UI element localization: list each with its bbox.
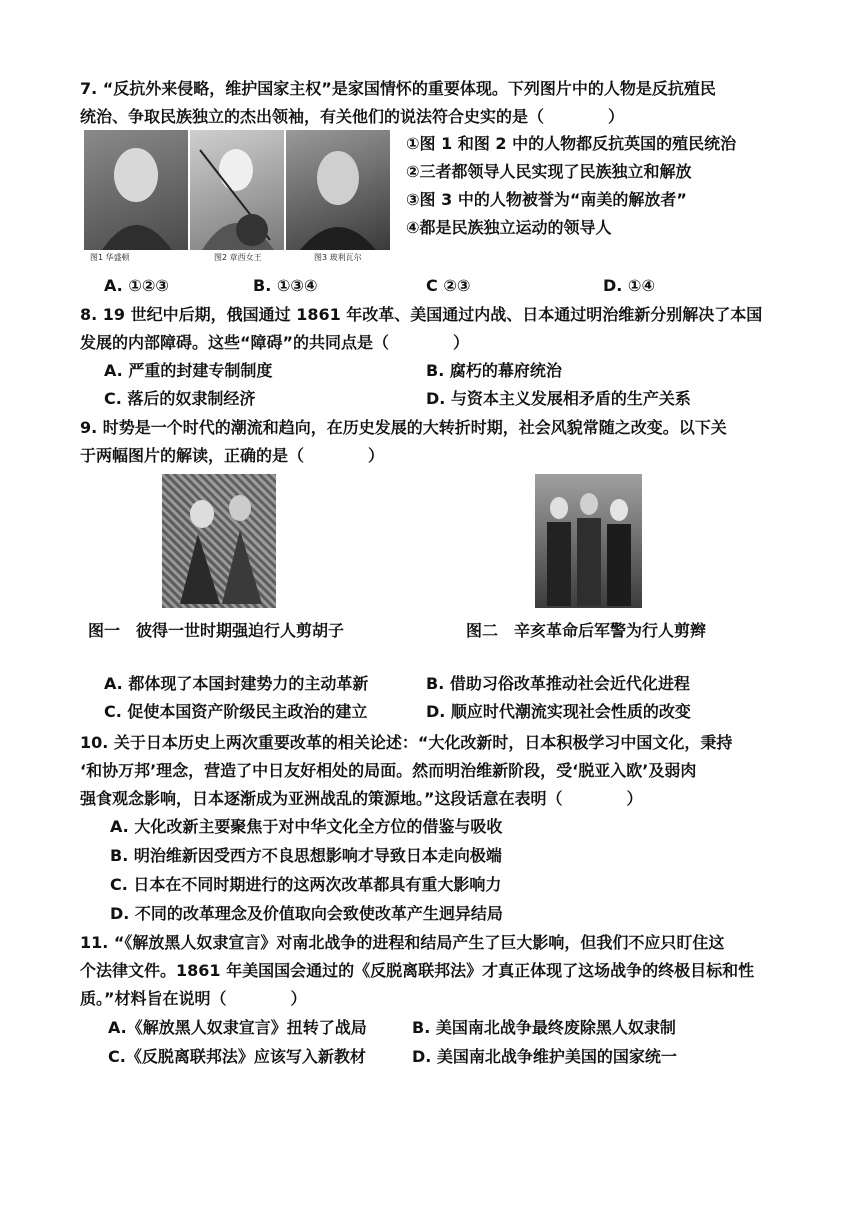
q9-figure1-beard-cutting [162,474,276,608]
q9-figure2-caption: 图二 辛亥革命后军警为行人剪辫 [466,621,707,640]
photo-figures-icon [535,474,642,608]
figure3-bolivar-portrait [286,130,390,250]
q11-option-b[interactable]: B. 美国南北战争最终废除黑人奴隶制 [412,1018,676,1037]
q11-option-a[interactable]: A.《解放黑人奴隶宣言》扭转了战局 [108,1018,367,1037]
q9-figure1-caption: 图一 彼得一世时期强迫行人剪胡子 [88,621,345,640]
q7-option-c[interactable]: C ②③ [426,276,471,295]
q8-line2: 发展的内部障碍。这些“障碍”的共同点是（ ） [80,333,470,352]
q10-option-c[interactable]: C. 日本在不同时期进行的这两次改革都具有重大影响力 [110,875,502,894]
q11-option-c[interactable]: C.《反脱离联邦法》应该写入新教材 [108,1047,366,1066]
q7-line1: 7. “反抗外来侵略，维护国家主权”是家国情怀的重要体现。下列图片中的人物是反抗殖民 [80,79,716,98]
q7-statement-3: ③图 3 中的人物被誉为“南美的解放者” [406,190,687,209]
q10-option-a[interactable]: A. 大化改新主要聚焦于对中华文化全方位的借鉴与吸收 [110,817,503,836]
q9-line1: 9. 时势是一个时代的潮流和趋向，在历史发展的大转折时期，社会风貌常随之改变。以下关 [80,418,727,437]
figure1-caption: 图1 华盛顿 [90,253,130,262]
q11-line1: 11. “《解放黑人奴隶宣言》对南北战争的进程和结局产生了巨大影响，但我们不应只盯住这 [80,933,725,952]
q8-line1: 8. 19 世纪中后期，俄国通过 1861 年改革、美国通过内战、日本通过明治维新分别解决了本国 [80,305,763,324]
q8-option-b[interactable]: B. 腐朽的幕府统治 [426,361,562,380]
q7-option-d[interactable]: D. ①④ [603,276,656,295]
q7-figure-strip [84,130,390,262]
q10-line3: 强食观念影响，日本逐渐成为亚洲战乱的策源地。”这段话意在表明（ ） [80,789,643,808]
q11-option-d[interactable]: D. 美国南北战争维护美国的国家统一 [412,1047,677,1066]
q7-option-b[interactable]: B. ①③④ [253,276,318,295]
portrait-silhouette-icon [286,130,390,250]
portrait-silhouette-icon [84,130,188,250]
q8-option-d[interactable]: D. 与资本主义发展相矛盾的生产关系 [426,389,691,408]
q9-figure2-queue-cutting [535,474,642,608]
q8-option-c[interactable]: C. 落后的奴隶制经济 [104,389,256,408]
q9-line2: 于两幅图片的解读，正确的是（ ） [80,446,385,465]
engraving-figures-icon [162,474,276,608]
q9-option-b[interactable]: B. 借助习俗改革推动社会近代化进程 [426,674,690,693]
q10-line1: 10. 关于日本历史上两次重要改革的相关论述：“大化改新时，日本积极学习中国文化，秉持 [80,733,733,752]
q9-option-a[interactable]: A. 都体现了本国封建势力的主动革新 [104,674,369,693]
warrior-silhouette-icon [190,130,284,250]
q7-statement-4: ④都是民族独立运动的领导人 [406,218,612,237]
q10-line2: ‘和协万邦’理念，营造了中日友好相处的局面。然而明治维新阶段，受‘脱亚入欧’及弱肉 [80,761,697,780]
q7-statement-2: ②三者都领导人民实现了民族独立和解放 [406,162,692,181]
q7-line2: 统治、争取民族独立的杰出领袖，有关他们的说法符合史实的是（ ） [80,107,625,126]
q10-option-b[interactable]: B. 明治维新因受西方不良思想影响才导致日本走向极端 [110,846,502,865]
figure2-queen-portrait [190,130,284,250]
q9-option-c[interactable]: C. 促使本国资产阶级民主政治的建立 [104,702,368,721]
figure3-caption: 图3 玻利瓦尔 [314,253,362,262]
q7-statement-1: ①图 1 和图 2 中的人物都反抗英国的殖民统治 [406,134,737,153]
figure2-caption: 图2 章西女王 [214,253,262,262]
q10-option-d[interactable]: D. 不同的改革理念及价值取向会致使改革产生迥异结局 [110,904,503,923]
figure1-washington-portrait [84,130,188,250]
q11-line3: 质。”材料旨在说明（ ） [80,989,307,1008]
q9-option-d[interactable]: D. 顺应时代潮流实现社会性质的改变 [426,702,691,721]
q7-option-a[interactable]: A. ①②③ [104,276,169,295]
q8-option-a[interactable]: A. 严重的封建专制制度 [104,361,273,380]
q11-line2: 个法律文件。1861 年美国国会通过的《反脱离联邦法》才真正体现了这场战争的终极目标和性 [80,961,755,980]
